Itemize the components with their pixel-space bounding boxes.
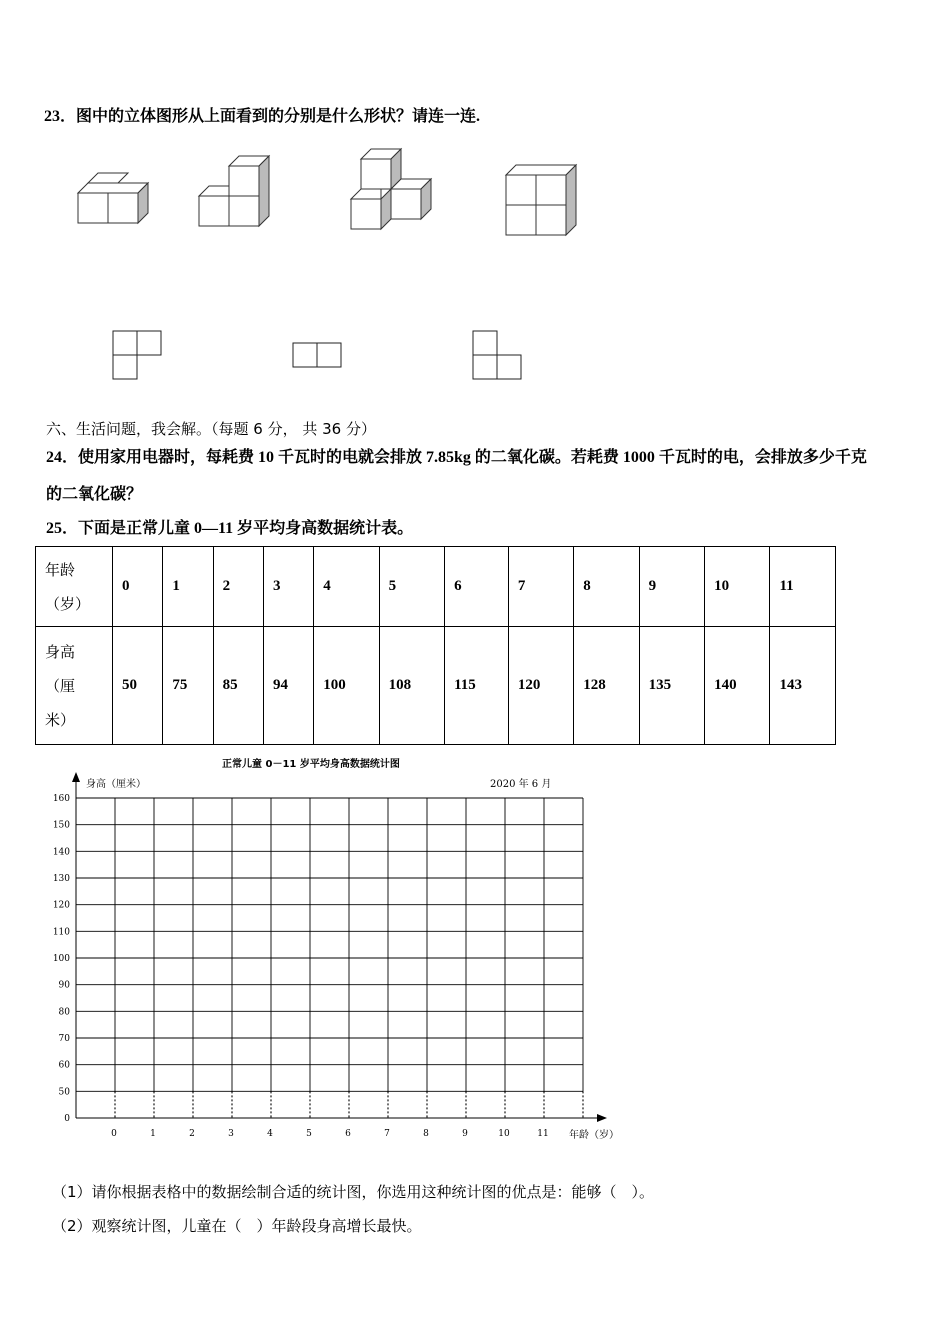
solid-figure-2 xyxy=(199,156,269,226)
y-tick-label: 140 xyxy=(52,847,70,858)
x-tick-label: 6 xyxy=(345,1129,351,1139)
chart-date: 2020 年 6 月 xyxy=(490,779,552,790)
x-tick-label: 8 xyxy=(423,1129,429,1139)
chart-x-axis-label: 年龄（岁） xyxy=(569,1130,619,1141)
q24-line2: 的二氧化碳？ xyxy=(46,486,143,503)
height-header-line1: 身高 xyxy=(45,642,76,661)
y-tick-label: 110 xyxy=(52,927,70,938)
height-cell: 120 xyxy=(508,627,573,745)
age-cell: 2 xyxy=(213,547,263,627)
age-cell: 11 xyxy=(770,547,836,627)
y-tick-label: 50 xyxy=(58,1087,70,1098)
q25-sub2: （2）观察统计图，儿童在（ ）年龄段身高增长最快。 xyxy=(52,1217,422,1235)
x-tick-label: 4 xyxy=(267,1129,273,1139)
age-cell: 7 xyxy=(508,547,573,627)
y-axis-arrow xyxy=(72,772,80,782)
height-cell: 94 xyxy=(263,627,313,745)
height-header-line3: 米） xyxy=(45,710,76,729)
age-header-line1: 年龄 xyxy=(45,560,76,579)
y-tick-label: 60 xyxy=(58,1060,70,1071)
q24-line1: 24．使用家用电器时，每耗费 10 千瓦时的电就会排放 7.85kg 的二氧化碳。若耗费 1000 千瓦时的电，会排放多少千克 xyxy=(46,449,867,466)
height-header-line2: （厘 xyxy=(45,676,76,695)
y-tick-label: 130 xyxy=(52,874,70,884)
height-cell: 140 xyxy=(705,627,770,745)
q23-text: 23．图中的立体图形从上面看到的分别是什么形状？请连一连. xyxy=(44,108,481,125)
y-tick-label: 100 xyxy=(52,954,70,964)
height-cell: 85 xyxy=(213,627,263,745)
q25-sub1: （1）请你根据表格中的数据绘制合适的统计图，你选用这种统计图的优点是：能够（ ）。 xyxy=(52,1183,655,1201)
height-cell: 128 xyxy=(574,627,639,745)
x-tick-label: 9 xyxy=(462,1129,468,1139)
height-row xyxy=(36,627,836,745)
solid-figure-3 xyxy=(351,149,431,229)
section-6-title: 六、生活问题，我会解。（每题 6 分， 共 36 分） xyxy=(46,420,376,438)
x-tick-label: 0 xyxy=(111,1129,117,1139)
height-table xyxy=(35,546,836,745)
y-tick-label: 0 xyxy=(64,1114,70,1124)
age-cell: 6 xyxy=(445,547,509,627)
y-tick-label: 70 xyxy=(58,1034,70,1044)
top-view-a xyxy=(113,331,161,379)
height-cell: 115 xyxy=(445,627,509,745)
x-axis-arrow xyxy=(597,1114,607,1122)
height-header xyxy=(36,627,113,745)
y-tick-label: 120 xyxy=(52,900,70,911)
age-cell: 10 xyxy=(705,547,770,627)
x-tick-label: 2 xyxy=(189,1129,195,1139)
age-cell: 9 xyxy=(639,547,704,627)
chart-title: 正常儿童 0－11 岁平均身高数据统计图 xyxy=(222,759,400,770)
top-view-b xyxy=(293,343,341,367)
age-cell: 3 xyxy=(263,547,313,627)
height-cell: 108 xyxy=(379,627,444,745)
x-tick-label: 10 xyxy=(498,1129,510,1139)
x-tick-label: 5 xyxy=(306,1129,312,1139)
top-view-c xyxy=(473,331,521,379)
x-tick-label: 3 xyxy=(228,1129,234,1139)
age-header-line2: （岁） xyxy=(45,594,91,613)
solid-figure-1 xyxy=(78,173,148,223)
age-cell: 0 xyxy=(113,547,163,627)
age-header xyxy=(36,547,113,627)
solid-figure-4 xyxy=(506,165,576,235)
y-tick-label: 80 xyxy=(58,1007,70,1018)
q25-text: 25．下面是正常儿童 0—11 岁平均身高数据统计表。 xyxy=(46,520,414,537)
height-cell: 75 xyxy=(163,627,213,745)
age-row xyxy=(36,547,836,627)
chart-y-axis-label: 身高（厘米） xyxy=(86,779,146,790)
y-tick-label: 150 xyxy=(52,820,70,831)
height-cell: 100 xyxy=(314,627,379,745)
age-cell: 1 xyxy=(163,547,213,627)
height-cell: 143 xyxy=(770,627,836,745)
age-cell: 4 xyxy=(314,547,379,627)
y-tick-label: 90 xyxy=(58,980,70,991)
age-cell: 5 xyxy=(379,547,444,627)
y-tick-label: 160 xyxy=(52,794,70,804)
height-cell: 135 xyxy=(639,627,704,745)
x-tick-label: 7 xyxy=(384,1129,390,1139)
height-cell: 50 xyxy=(113,627,163,745)
age-cell: 8 xyxy=(574,547,639,627)
solid-figures xyxy=(0,0,950,400)
x-tick-label: 11 xyxy=(537,1129,549,1139)
x-tick-label: 1 xyxy=(150,1129,156,1139)
